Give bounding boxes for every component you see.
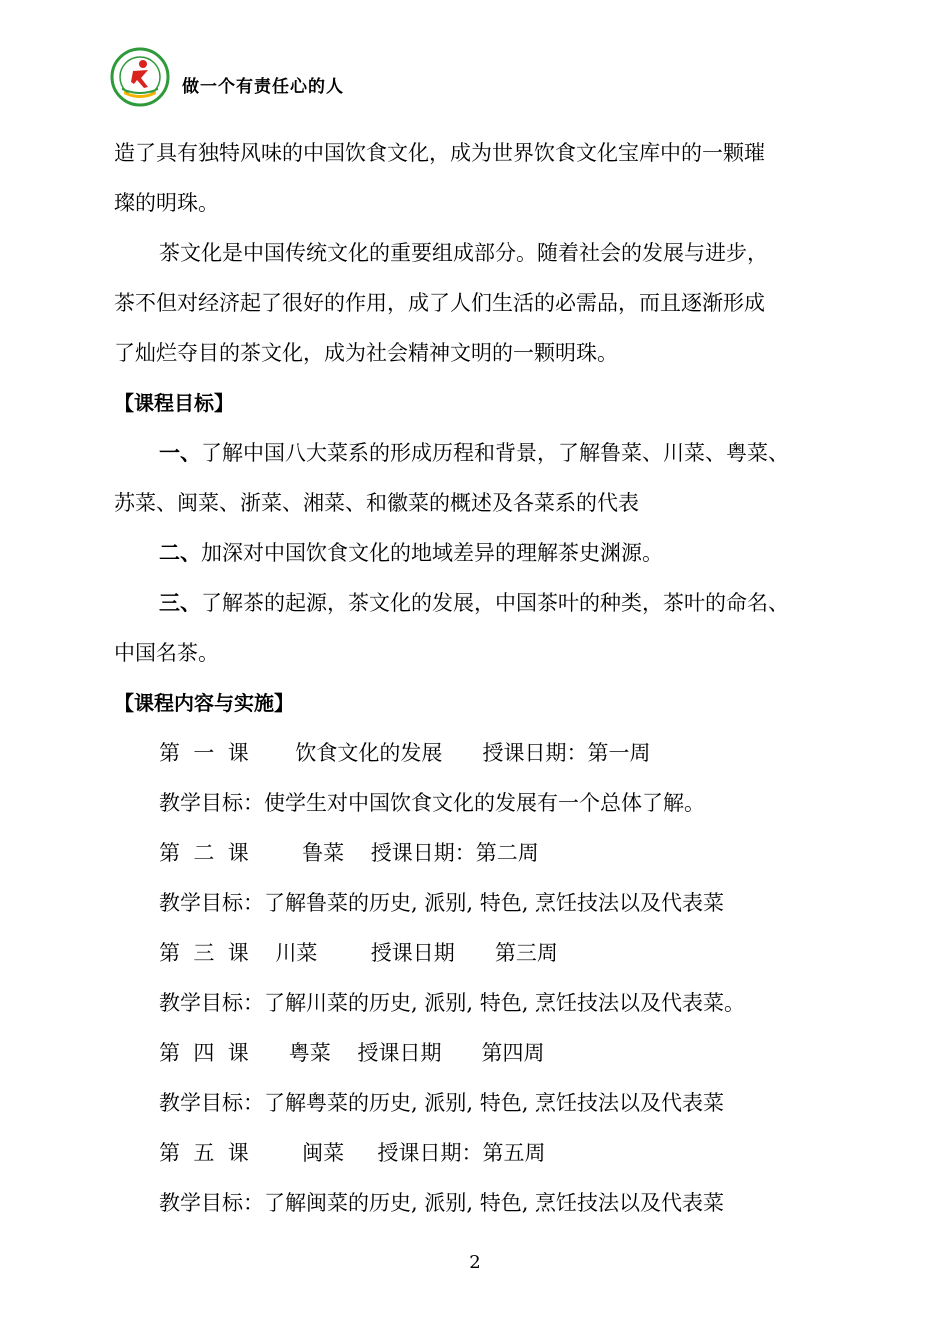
page-number: 2 xyxy=(469,1252,481,1273)
lesson-objective: 教学目标：了解川菜的历史, 派别, 特色, 烹饪技法以及代表菜。 xyxy=(159,991,746,1015)
lesson-objective: 教学目标：使学生对中国饮食文化的发展有一个总体了解。 xyxy=(159,791,705,815)
section-heading-goals: 【课程目标】 xyxy=(114,391,234,415)
lesson-title: 第 五 课 闽菜 授课日期：第五周 xyxy=(159,1141,546,1165)
document-body xyxy=(114,128,844,1228)
goal-number: 三、 xyxy=(159,591,201,615)
paragraph-line: 茶文化是中国传统文化的重要组成部分。随着社会的发展与进步， xyxy=(159,241,768,265)
goal-item-3-continued: 中国名茶。 xyxy=(114,641,219,665)
goal-text: 加深对中国饮食文化的地域差异的理解茶史渊源。 xyxy=(201,541,663,565)
goal-text: 了解中国八大菜系的形成历程和背景，了解鲁菜、川菜、粤菜、 xyxy=(201,441,789,465)
lesson-objective: 教学目标：了解闽菜的历史, 派别, 特色, 烹饪技法以及代表菜 xyxy=(159,1191,725,1215)
lesson-title: 第 二 课 鲁菜 授课日期：第二周 xyxy=(159,841,539,865)
school-logo-icon xyxy=(110,47,170,107)
lesson-objective: 教学目标：了解粤菜的历史, 派别, 特色, 烹饪技法以及代表菜 xyxy=(159,1091,725,1115)
page-header xyxy=(110,44,344,110)
goal-item-3 xyxy=(114,578,844,628)
lesson-title: 第 一 课 饮食文化的发展 授课日期：第一周 xyxy=(159,741,651,765)
section-heading-implementation: 【课程内容与实施】 xyxy=(114,691,294,715)
paragraph-line: 璨的明珠。 xyxy=(114,191,219,215)
header-motto: 做一个有责任心的人 xyxy=(182,76,344,97)
lesson-objective: 教学目标：了解鲁菜的历史, 派别, 特色, 烹饪技法以及代表菜 xyxy=(159,891,725,915)
goal-item-2 xyxy=(114,528,844,578)
goal-number: 二、 xyxy=(159,541,201,565)
paragraph-line: 茶不但对经济起了很好的作用，成了人们生活的必需品，而且逐渐形成 xyxy=(114,291,765,315)
paragraph-line: 造了具有独特风味的中国饮食文化，成为世界饮食文化宝库中的一颗璀 xyxy=(114,141,765,165)
lesson-title: 第 四 课 粤菜 授课日期 第四周 xyxy=(159,1041,545,1065)
goal-item-1-continued: 苏菜、闽菜、浙菜、湘菜、和徽菜的概述及各菜系的代表 xyxy=(114,491,639,515)
lesson-title: 第 三 课 川菜 授课日期 第三周 xyxy=(159,941,558,965)
goal-text: 了解茶的起源，茶文化的发展，中国茶叶的种类，茶叶的命名、 xyxy=(201,591,789,615)
goal-number: 一、 xyxy=(159,441,201,465)
paragraph-line: 了灿烂夺目的茶文化，成为社会精神文明的一颗明珠。 xyxy=(114,341,618,365)
goal-item-1 xyxy=(114,428,844,478)
